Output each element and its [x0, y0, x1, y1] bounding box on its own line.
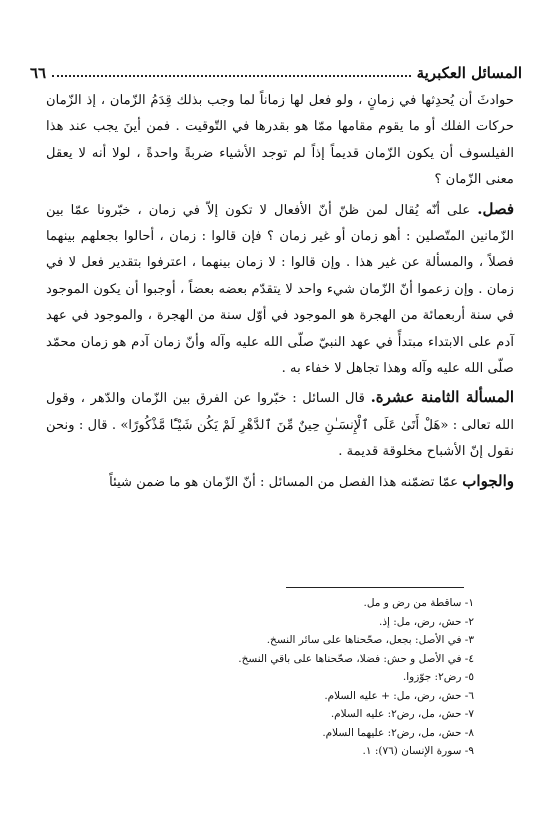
- footnotes: [40, 594, 474, 761]
- footnote: ٨- حش، مل، رض٢: عليهما السلام.: [322, 726, 474, 739]
- running-title: المسائل العكبرية: [416, 64, 522, 82]
- footnote: ٦- حش، رض، مل: + عليه السلام.: [324, 689, 474, 702]
- main-text: [46, 88, 514, 498]
- section-label-fasl: فصل.: [477, 199, 514, 218]
- paragraph-3-text: قال السائل : خبّروا عن الفرق بين الزّمان والدّهر ، وقول الله تعالى : «هَلْ أَتَىٰ عَلَى ٱلْإِنسَـٰنِ حِينٌ مِّنَ ٱلدَّهْرِ لَمْ يَكُن شَيْـًٔا مَّذْكُورًا» . قال : ونحن نقول إنّ الأشباح مخلوقة قديمة .: [46, 391, 514, 460]
- running-header: [30, 58, 522, 82]
- paragraph-2: [46, 196, 514, 383]
- footnote: ٩- سورة الإنسان (٧٦): ١.: [362, 745, 474, 757]
- header-leader-dots: [52, 75, 410, 77]
- paragraph-3: [46, 384, 514, 465]
- footnote: ٥- رض٢: جوّزوا.: [402, 671, 474, 683]
- question-heading: المسألة الثامنة عشرة.: [370, 388, 514, 407]
- footnote: ١- ساقطة من رض و مل.: [363, 597, 474, 609]
- paragraph-4: [46, 468, 514, 496]
- answer-label: والجواب: [462, 471, 514, 490]
- footnote: ٧- حش، مل، رض٢: عليه السلام.: [330, 708, 474, 720]
- page-number: ٦٦: [30, 64, 47, 82]
- paragraph-1: حوادثَ أن يُحدِثها في زمانٍ ، ولو فعل لها زماناً لما وجب بذلك قِدَمُ الزّمان ، إذ الزّمان حركات الفلك أو ما يقوم مقامها ممّا هو بقدرها في التّوقيت . فمن أينَ يجب عند هذا الفيلسوف أن يكون الزّمان قديماً إذاً لم توجد الأشياء ضربةً واحدةً ، لولا أنه لا يعقل معنى الزّمان ؟: [46, 93, 514, 188]
- footnote: ٣- في الأصل: بجعل، صحّحناها على سائر النسخ.: [266, 634, 474, 646]
- footnote: ٤- في الأصل و حش: فضلا، صحّحناها على باقي النسخ.: [238, 652, 474, 665]
- paragraph-4-text: عمّا تضمّنه هذا الفصل من المسائل : أنّ الزّمان هو ما ضمن شيئاً: [109, 474, 459, 490]
- footnote: ٢- حش، رض، مل: إذ.: [378, 615, 474, 628]
- footnote-separator: [286, 587, 464, 588]
- paragraph-2-text: على أنّه يُقال لمن ظنّ أنّ الأفعال لا تكون إلاّ في زمان ، خبّرونا عمّا بين الزّمانين المتّصلين : أهو زمان أو غير زمان ؟ فإن قالوا : زمان ، أحالوا بجعلهم بينهما فصلاً ، والمسألة عن غير هذا . وإن قالوا : لا زمان بينهما ، اعترفوا بتقدير فعل لا في زمان . وإن زعموا أنّ الزّمان شيء واحد لا يتقدّم بعضه بعضاً ، أوجبوا أن يكون الموجود في سنة أربعمائة من الهجرة هو الموجود في أوّل سنة من الهجرة ، والموجود في عهد آدم على الابتداء مبتدأً في عهد النبيّ صلّى الله عليه وآله وأنّ زمان آدم هو زمان محمّد صلّى الله عليه وآله وهذا تجاهل لا خفاء به .: [46, 202, 514, 377]
